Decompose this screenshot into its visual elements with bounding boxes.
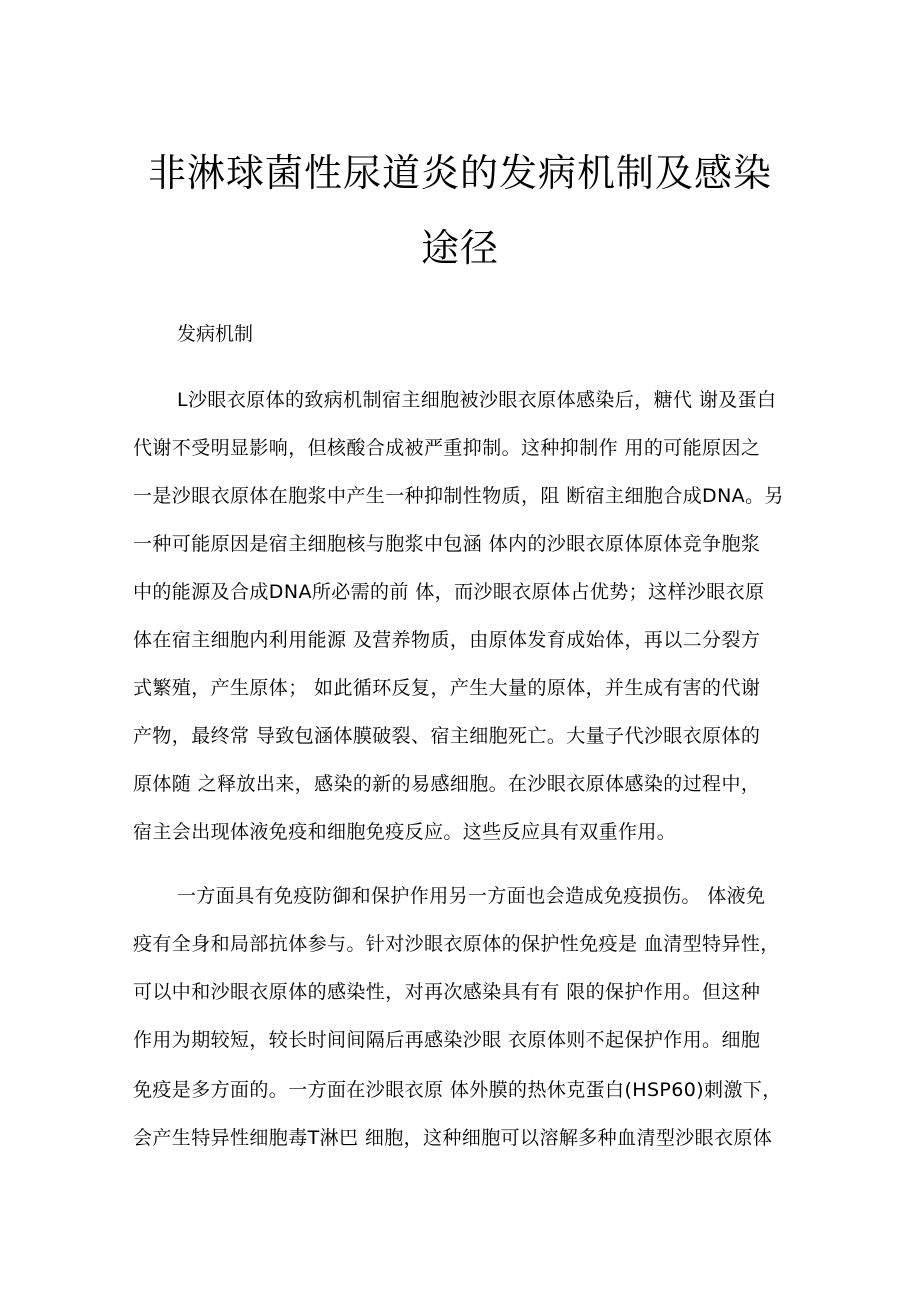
paragraph-line: 一方面具有免疫防御和保护作用另一方面也会造成免疫损伤。 体液免 [177,885,766,907]
paragraph-line: 一是沙眼衣原体在胞浆中产生一种抑制性物质，阻 断宿主细胞合成DNA。另 [133,485,784,507]
paragraph-line: 疫有全身和局部抗体参与。针对沙眼衣原体的保护性免疫是 血清型特异性， [133,933,780,955]
paragraph-line: 中的能源及合成DNA所必需的前 体，而沙眼衣原体占优势；这样沙眼衣原 [133,581,765,603]
paragraph-line: 作用为期较短，较长时间间隔后再感染沙眼 衣原体则不起保护作用。细胞 [133,1029,761,1051]
paragraph-line: 可以中和沙眼衣原体的感染性，对再次感染具有有 限的保护作用。但这种 [133,981,761,1003]
paragraph-line: 体在宿主细胞内利用能源 及营养物质，由原体发育成始体，再以二分裂方 [133,629,761,651]
document-title-line-1: 非淋球菌性尿道炎的发病机制及感染 [147,151,772,195]
section-heading: 发病机制 [177,323,254,345]
paragraph-line: L沙眼衣原体的致病机制宿主细胞被沙眼衣原体感染后，糖代 谢及蛋白 [177,389,777,411]
paragraph-line: 产物，最终常 导致包涵体膜破裂、宿主细胞死亡。大量子代沙眼衣原体的 [133,725,761,747]
paragraph-line: 式繁殖，产生原体； 如此循环反复，产生大量的原体，并生成有害的代谢 [133,677,761,699]
paragraph-line: 宿主会出现体液免疫和细胞免疫反应。这些反应具有双重作用。 [133,821,677,843]
document-title-line-2: 途径 [420,226,499,270]
paragraph-line: 一种可能原因是宿主细胞核与胞浆中包涵 体内的沙眼衣原体原体竞争胞浆 [133,533,761,555]
paragraph-line: 代谢不受明显影响，但核酸合成被严重抑制。这种抑制作 用的可能原因之 [133,437,761,459]
paragraph-line: 原体随 之释放出来，感染的新的易感细胞。在沙眼衣原体感染的过程中， [133,773,761,795]
paragraph-line: 会产生特异性细胞毒T淋巴 细胞，这种细胞可以溶解多种血清型沙眼衣原体 [133,1127,773,1149]
paragraph-line: 免疫是多方面的。一方面在沙眼衣原 体外膜的热休克蛋白(HSP60)刺激下， [133,1079,782,1101]
